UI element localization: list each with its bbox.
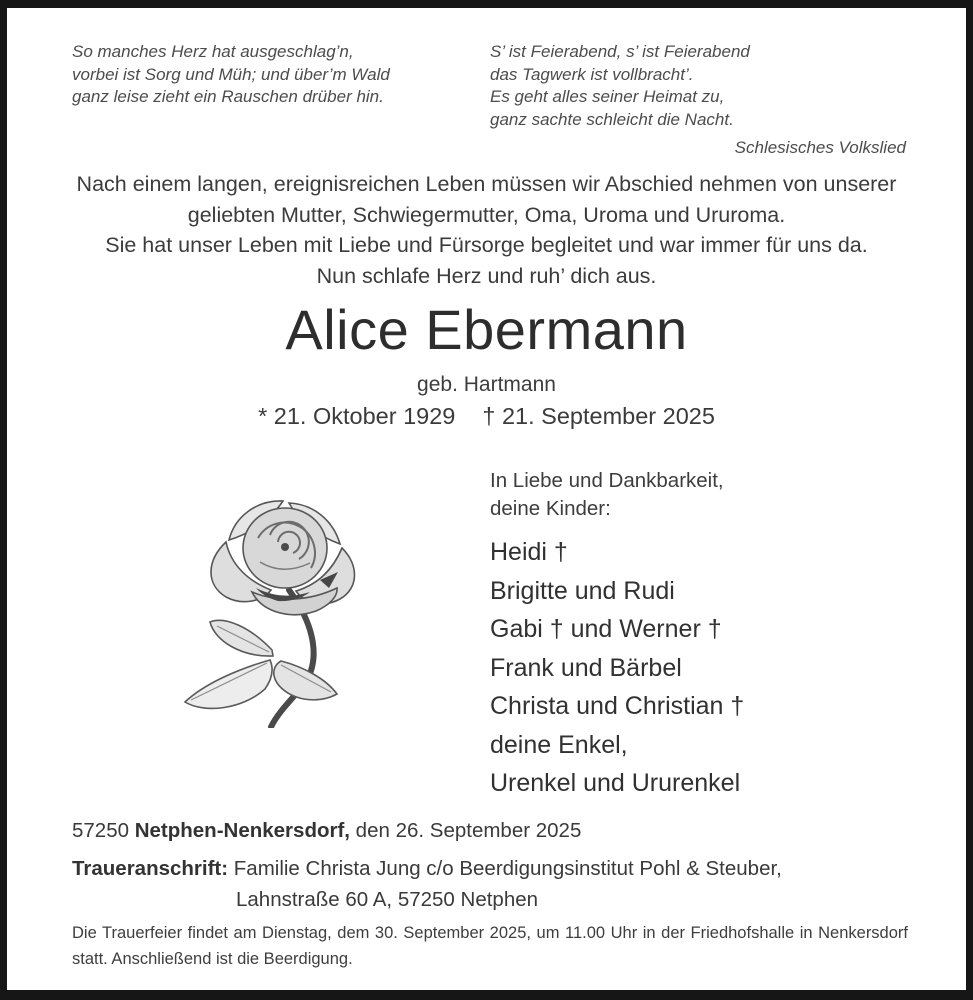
deceased-birth-name: geb. Hartmann (417, 373, 556, 396)
city-name: Netphen-Nenkersdorf, (134, 819, 350, 842)
intro-text (0, 169, 973, 291)
intro-line: Sie hat unser Leben mit Liebe und Fürsorge begleitet und war immer für uns da. (105, 233, 868, 257)
mourner-names-list (490, 533, 930, 803)
mourner-name: Frank und Bärbel (490, 653, 682, 682)
poem-attribution: Schlesisches Volkslied (734, 138, 906, 157)
mourners-block (490, 467, 930, 803)
mourner-name: Urenkel und Ururenkel (490, 769, 741, 797)
poem-line: das Tagwerk ist vollbracht’. (490, 64, 694, 84)
intro-line: Nach einem langen, ereignisreichen Leben müssen wir Abschied nehmen von unserer (76, 172, 897, 196)
zip-code: 57250 (72, 819, 135, 842)
mourner-name: Heidi † (490, 538, 568, 566)
poem-line: So manches Herz hat ausgeschlag’n, (72, 42, 354, 61)
mourning-address (72, 853, 782, 915)
mourner-name: deine Enkel, (490, 730, 628, 759)
deceased-name: Alice Ebermann (285, 298, 688, 361)
life-dates (0, 403, 973, 430)
salutation-line: In Liebe und Dankbarkeit, (490, 469, 724, 492)
address-line2: Lahnstraße 60 A, 57250 Netphen (236, 888, 539, 911)
address-label: Traueranschrift: (72, 857, 229, 880)
birth-date: * 21. Oktober 1929 (258, 403, 456, 429)
poem-line: Es geht alles seiner Heimat zu, (490, 87, 725, 106)
mourner-name: Brigitte und Rudi (490, 576, 675, 605)
poem-line: ganz leise zieht ein Rauschen drüber hin. (72, 87, 384, 106)
poem-line: vorbei ist Sorg und Müh; und über’m Wald (72, 64, 390, 84)
mourner-name: Gabi † und Werner † (490, 615, 722, 643)
poem-line: S’ ist Feierabend, s’ ist Feierabend (490, 42, 750, 61)
poem-left (72, 41, 390, 109)
poem-line: ganz sachte schleicht die Nacht. (490, 109, 734, 129)
poem-right (490, 41, 906, 160)
mourning-address-line1 (72, 853, 782, 884)
notice-date: den 26. September 2025 (349, 819, 582, 842)
death-date: † 21. September 2025 (482, 403, 715, 429)
mourners-salutation (490, 467, 930, 523)
funeral-info: Die Trauerfeier findet am Dienstag, dem 30. September 2025, um 11.00 Uhr in der Friedhofshalle in Nenkersdorf statt. Anschließend ist die Beerdigung. (72, 924, 908, 968)
rose-image (170, 480, 390, 728)
rose-flower-sketch (170, 480, 390, 728)
place-date-line (72, 819, 581, 843)
intro-line: Nun schlafe Herz und ruh’ dich aus. (316, 263, 657, 288)
address-line1: Familie Christa Jung c/o Beerdigungsinstitut Pohl & Steuber, (228, 857, 782, 880)
intro-line: geliebten Mutter, Schwiegermutter, Oma, Uroma und Ururoma. (187, 202, 786, 227)
salutation-line: deine Kinder: (490, 497, 611, 520)
mourner-name: Christa und Christian † (490, 692, 745, 720)
